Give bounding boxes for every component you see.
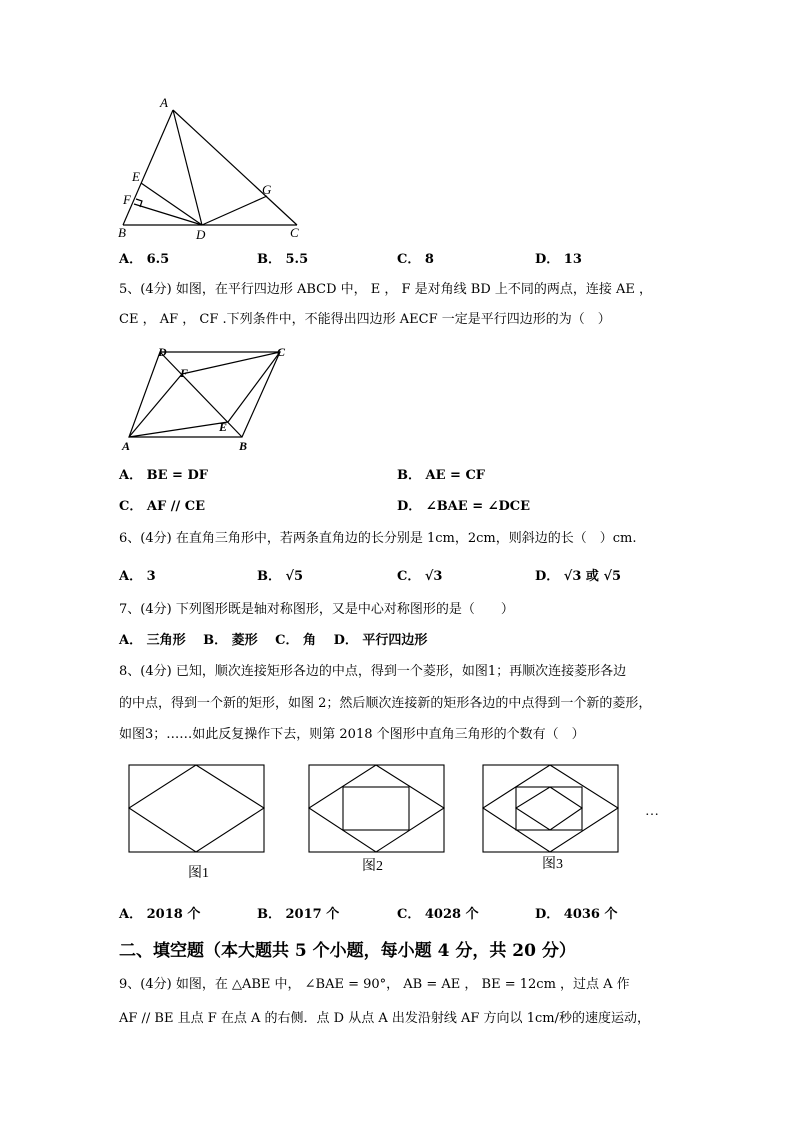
figure-caption-2: 图2	[362, 859, 383, 874]
q8-stem-line3: 如图3；……如此反复操作下去，则第 2018 个图形中直角三角形的个数有（ ）	[119, 727, 585, 742]
q5-option-c: C． AF // CE	[119, 499, 205, 514]
q4-option-c: C． 8	[397, 252, 434, 267]
q5-stem-line2: CE ， AF ， CF .下列条件中，不能得出四边形 AECF 一定是平行四边形的为（ ）	[119, 312, 611, 327]
q7-stem: 7、(4分) 下列图形既是轴对称图形，又是中心对称图形的是（ ）	[119, 602, 514, 617]
point-label-D: D	[196, 227, 206, 242]
q8-stem-line2: 的中点，得到一个新的矩形，如图 2；然后顺次连接新的矩形各边的中点得到一个新的菱形，	[119, 696, 652, 711]
q5-option-a: A． BE = DF	[119, 468, 208, 483]
q5-parallelogram-figure	[118, 342, 298, 454]
q6-option-b: B． √5	[257, 569, 304, 584]
point-label-D: D	[158, 345, 167, 359]
q8-option-c: C． 4028 个	[397, 907, 479, 922]
q8-stem-line1: 8、(4分) 已知，顺次连接矩形各边的中点，得到一个菱形，如图1；再顺次连接菱形各边	[119, 664, 627, 679]
q7-options: A． 三角形 B． 菱形 C． 角 D． 平行四边形	[119, 633, 428, 648]
q6-stem: 6、(4分) 在直角三角形中，若两条直角边的长分别是 1cm，2cm，则斜边的长（ ）cm.	[119, 531, 637, 546]
point-label-C: C	[290, 225, 299, 240]
q8-option-d: D． 4036 个	[535, 907, 618, 922]
figure-ellipsis: …	[645, 804, 659, 819]
q4-triangle-figure	[110, 92, 310, 242]
q8-option-a: A． 2018 个	[119, 907, 201, 922]
q8-option-b: B． 2017 个	[257, 907, 340, 922]
q4-option-a: A． 6.5	[119, 252, 170, 267]
point-label-B: B	[239, 439, 248, 453]
q5-option-b: B． AE = CF	[397, 468, 486, 483]
point-label-F: F	[180, 366, 189, 380]
q9-stem-line2: AF // BE 且点 F 在点 A 的右侧．点 D 从点 A 出发沿射线 AF 方向以 1cm/秒的速度运动，	[119, 1011, 650, 1026]
q8-figures	[120, 760, 680, 885]
q4-option-b: B． 5.5	[257, 252, 309, 267]
point-label-A: A	[160, 95, 168, 110]
point-label-B: B	[118, 225, 126, 240]
point-label-A: A	[122, 439, 131, 453]
point-label-E: E	[132, 169, 140, 184]
point-label-E: E	[219, 420, 228, 434]
q5-stem-line1: 5、(4分) 如图，在平行四边形 ABCD 中， E ， F 是对角线 BD 上不同的两点，连接 AE ，	[119, 282, 653, 297]
point-label-C: C	[277, 345, 286, 359]
q6-option-d: D． √3 或 √5	[535, 569, 622, 584]
q9-stem-line1: 9、(4分) 如图，在 △ABE 中， ∠BAE = 90°， AB = AE ， BE = 12cm ，过点 A 作	[119, 977, 630, 992]
section-heading: 二、填空题（本大题共 5 个小题，每小题 4 分，共 20 分）	[119, 941, 576, 961]
figure-caption-1: 图1	[188, 866, 209, 881]
q4-option-d: D． 13	[535, 252, 582, 267]
point-label-G: G	[262, 182, 272, 197]
q5-option-d: D． ∠BAE = ∠DCE	[397, 499, 531, 514]
q6-option-a: A． 3	[119, 569, 156, 584]
figure-caption-3: 图3	[542, 857, 563, 872]
point-label-F: F	[123, 192, 131, 207]
q6-option-c: C． √3	[397, 569, 443, 584]
